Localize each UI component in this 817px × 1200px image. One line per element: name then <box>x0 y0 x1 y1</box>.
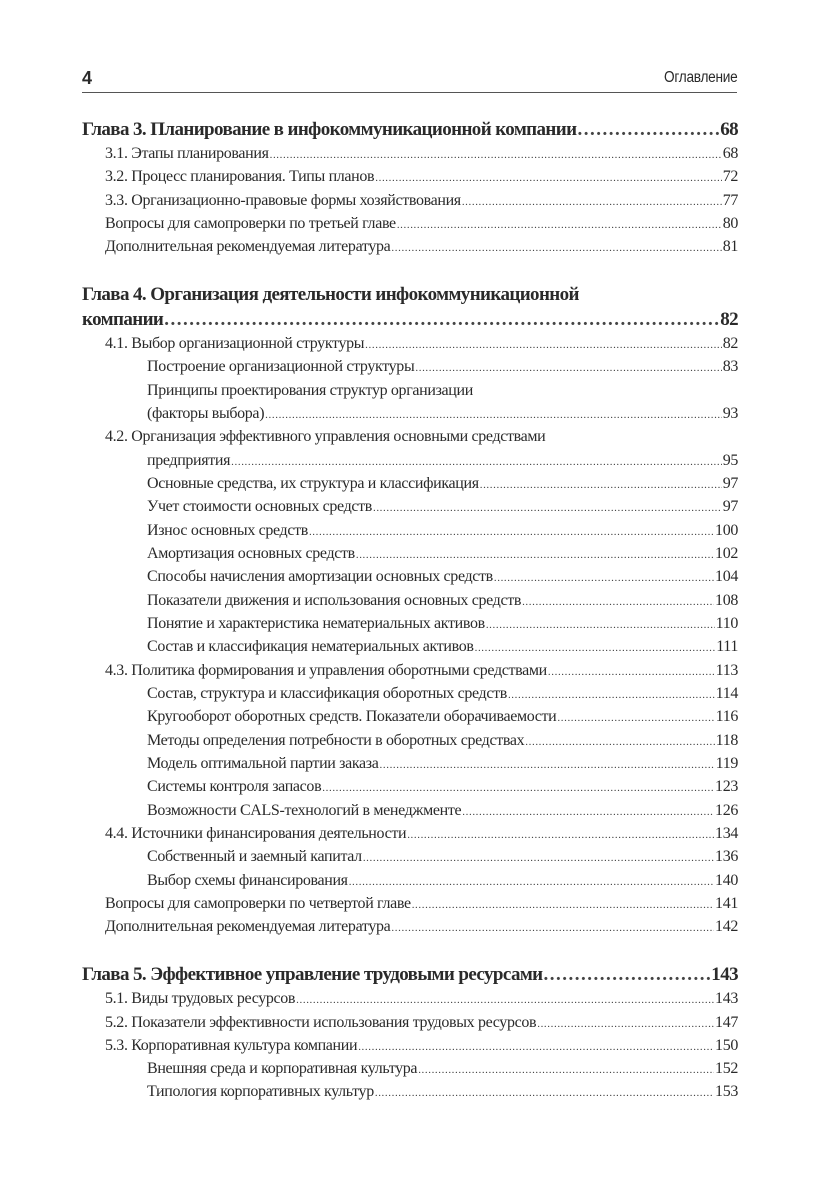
dot-leader <box>412 894 714 917</box>
entry-title: Глава 4. Организация деятельности инфокоммуникационной <box>82 284 579 306</box>
entry-page-number: 93 <box>722 405 738 423</box>
entry-page-number: 82 <box>720 309 738 331</box>
toc-entry <box>82 1034 738 1057</box>
toc-entry <box>82 235 738 258</box>
toc-entry <box>82 705 738 728</box>
toc-entry <box>82 869 738 892</box>
dot-leader <box>508 684 715 707</box>
entry-page-number: 68 <box>720 119 738 140</box>
dot-leader <box>349 871 714 894</box>
dot-leader <box>475 637 716 660</box>
entry-title: 4.3. Политика формирования и управления оборотными средствами <box>105 661 547 679</box>
entry-page-number: 134 <box>715 825 738 843</box>
entry-title: Износ основных средств <box>147 521 308 539</box>
entry-title: 4.4. Источники финансирования деятельности <box>105 825 407 843</box>
entry-page-number: 82 <box>722 335 738 353</box>
entry-page-number: 152 <box>715 1060 738 1078</box>
toc-entry <box>82 495 738 518</box>
toc-entry <box>82 472 738 495</box>
entry-page-number: 110 <box>715 615 738 633</box>
entry-page-number: 136 <box>715 848 738 866</box>
dot-leader <box>407 824 714 847</box>
dot-leader <box>363 847 714 870</box>
entry-page-number: 97 <box>722 475 738 493</box>
entry-page-number: 81 <box>722 238 738 256</box>
toc-entry <box>82 565 738 588</box>
entry-title: Методы определения потребности в оборотных средствах <box>147 731 525 749</box>
entry-title: 5.3. Корпоративная культура компании <box>105 1036 358 1054</box>
entry-title: компании <box>82 309 164 331</box>
entry-title: Системы контроля запасов <box>147 778 322 796</box>
entry-title: 4.1. Выбор организационной структуры <box>105 335 365 353</box>
entry-page-number: 102 <box>715 545 738 563</box>
dot-leader <box>322 777 714 800</box>
entry-title: Построение организационной структуры <box>147 358 415 376</box>
entry-title: Выбор схемы финансирования <box>147 871 348 889</box>
entry-page-number: 77 <box>722 191 738 209</box>
toc-chapter-entry <box>82 962 738 987</box>
entry-page-number: 111 <box>716 638 738 656</box>
entry-page-number: 123 <box>715 778 738 796</box>
entry-page-number: 147 <box>715 1013 738 1031</box>
entry-title: Собственный и заемный капитал <box>147 848 362 866</box>
dot-leader <box>462 801 714 824</box>
dot-leader <box>494 567 714 590</box>
entry-page-number: 142 <box>715 918 738 936</box>
entry-page-number: 83 <box>722 358 738 376</box>
entry-title: Основные средства, их структура и классификация <box>147 475 479 493</box>
entry-page-number: 140 <box>715 871 738 889</box>
entry-title: предприятия <box>147 451 231 469</box>
entry-title: 3.3. Организационно-правовые формы хозяйствования <box>105 191 461 209</box>
dot-leader <box>415 357 721 380</box>
toc-entry <box>82 682 738 705</box>
entry-title: Учет стоимости основных средств <box>147 498 372 516</box>
running-header <box>82 66 737 93</box>
toc-entry <box>82 189 738 212</box>
toc-entry <box>82 729 738 752</box>
entry-title: 3.2. Процесс планирования. Типы планов <box>105 168 375 186</box>
entry-page-number: 95 <box>722 451 738 469</box>
entry-page-number: 118 <box>715 731 738 749</box>
toc-entry <box>82 1011 738 1034</box>
entry-page-number: 108 <box>715 591 738 609</box>
entry-title: Возможности CALS-технологий в менеджменте <box>147 801 462 819</box>
dot-leader <box>557 707 714 730</box>
dot-leader <box>548 661 715 684</box>
entry-title: Амортизация основных средств <box>147 545 355 563</box>
toc-entry <box>82 845 738 868</box>
running-title: Оглавление <box>663 69 737 86</box>
dot-leader <box>418 1059 714 1082</box>
entry-page-number: 143 <box>715 990 738 1008</box>
dot-leader <box>486 614 715 637</box>
entry-title: Принципы проектирования структур организации <box>147 381 473 399</box>
toc-entry <box>82 589 738 612</box>
dot-leader <box>164 307 719 332</box>
toc-entry <box>82 635 738 658</box>
entry-title: Способы начисления амортизации основных средств <box>147 568 493 586</box>
toc-entry <box>82 355 738 378</box>
entry-page-number: 116 <box>715 708 738 726</box>
entry-title: Вопросы для самопроверки по четвертой главе <box>105 895 411 913</box>
toc-chapter-entry-continuation <box>82 307 738 332</box>
dot-leader <box>375 1082 714 1105</box>
entry-page-number: 100 <box>715 521 738 539</box>
entry-page-number: 141 <box>715 895 738 913</box>
entry-title: Кругооборот оборотных средств. Показатели оборачиваемости <box>147 708 557 726</box>
entry-page-number: 72 <box>722 168 738 186</box>
table-of-contents <box>82 117 738 1104</box>
entry-title: 3.1. Этапы планирования <box>105 145 269 162</box>
entry-page-number: 80 <box>722 214 738 232</box>
dot-leader <box>265 404 722 427</box>
dot-leader <box>397 214 722 237</box>
entry-title: Состав, структура и классификация оборотных средств <box>147 685 507 703</box>
toc-entry-continuation <box>82 402 738 425</box>
entry-title: Типология корпоративных культур <box>147 1083 374 1101</box>
toc-entry <box>82 659 738 682</box>
dot-leader <box>462 191 722 214</box>
dot-leader <box>391 917 714 940</box>
entry-title: Дополнительная рекомендуемая литература <box>105 238 391 256</box>
entry-page-number: 126 <box>715 801 738 819</box>
dot-leader <box>270 144 722 167</box>
toc-entry <box>82 212 738 235</box>
dot-leader <box>231 451 722 474</box>
entry-page-number: 104 <box>715 568 738 586</box>
dot-leader <box>391 237 721 260</box>
entry-page-number: 143 <box>711 964 738 986</box>
page-number: 4 <box>82 68 93 88</box>
dot-leader <box>373 497 722 520</box>
entry-page-number: 150 <box>715 1036 738 1054</box>
entry-title: 5.1. Виды трудовых ресурсов <box>105 990 296 1008</box>
toc-entry-continuation <box>82 449 738 472</box>
dot-leader <box>380 754 715 777</box>
toc-entry <box>82 915 738 938</box>
dot-leader <box>296 989 714 1012</box>
entry-title: Показатели движения и использования основных средств <box>147 591 522 609</box>
toc-entry <box>82 142 738 165</box>
entry-title: (факторы выбора) <box>147 405 265 423</box>
toc-entry <box>82 519 738 542</box>
entry-title: Понятие и характеристика нематериальных активов <box>147 615 485 633</box>
entry-page-number: 113 <box>715 661 738 679</box>
entry-page-number: 119 <box>715 755 738 773</box>
toc-entry <box>82 799 738 822</box>
entry-page-number: 114 <box>715 685 738 703</box>
entry-title: Внешняя среда и корпоративная культура <box>147 1060 418 1078</box>
toc-chapter-entry <box>82 117 738 142</box>
entry-title: Состав и классификация нематериальных активов <box>147 638 474 656</box>
toc-entry <box>82 379 738 402</box>
dot-leader <box>544 962 711 987</box>
toc-entry <box>82 332 738 355</box>
toc-entry <box>82 1057 738 1080</box>
entry-title: Глава 3. Планирование в инфокоммуникационной компании <box>82 119 577 140</box>
dot-leader <box>480 474 722 497</box>
toc-entry <box>82 425 738 448</box>
entry-title: 4.2. Организация эффективного управления основными средствами <box>105 428 546 446</box>
toc-entry <box>82 612 738 635</box>
entry-title: Модель оптимальной партии заказа <box>147 755 379 773</box>
dot-leader <box>525 731 714 754</box>
dot-leader <box>356 544 714 567</box>
dot-leader <box>577 117 719 142</box>
dot-leader <box>358 1036 714 1059</box>
entry-title: Глава 5. Эффективное управление трудовыми ресурсами <box>82 964 543 986</box>
dot-leader <box>522 591 714 614</box>
entry-page-number: 153 <box>715 1083 738 1101</box>
toc-entry <box>82 542 738 565</box>
dot-leader <box>537 1013 714 1036</box>
toc-entry <box>82 752 738 775</box>
toc-entry <box>82 775 738 798</box>
toc-chapter-entry <box>82 282 738 307</box>
entry-title: Дополнительная рекомендуемая литература <box>105 918 391 936</box>
toc-entry <box>82 987 738 1010</box>
entry-page-number: 68 <box>722 145 738 162</box>
toc-entry <box>82 822 738 845</box>
dot-leader <box>309 521 714 544</box>
entry-page-number: 97 <box>722 498 738 516</box>
dot-leader <box>365 334 722 357</box>
toc-entry <box>82 165 738 188</box>
toc-entry <box>82 892 738 915</box>
entry-title: 5.2. Показатели эффективности использования трудовых ресурсов <box>105 1013 537 1031</box>
toc-entry <box>82 1080 738 1103</box>
entry-title: Вопросы для самопроверки по третьей главе <box>105 214 396 232</box>
dot-leader <box>375 167 721 190</box>
